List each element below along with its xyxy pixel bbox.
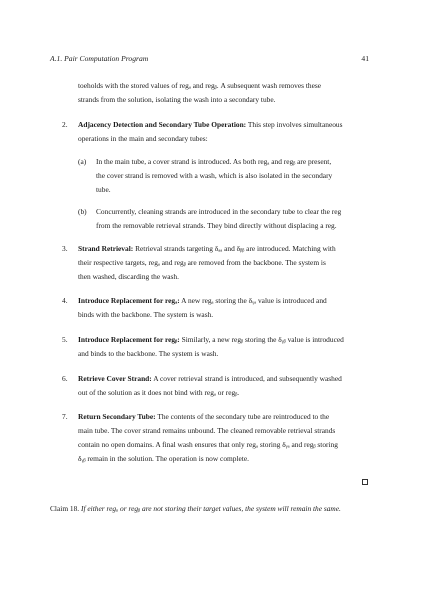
substep-label: (a) [78, 157, 87, 166]
step-line [78, 333, 371, 347]
step-line: then washed, discarding the wash. [78, 272, 179, 281]
step-title: Introduce Replacement for regᵦ: [78, 335, 180, 344]
claim-label: Claim 18. [50, 504, 80, 513]
step-line: δᵧᵦ remain in the solution. The operation is now complete. [78, 454, 249, 463]
page-number: 41 [361, 54, 369, 63]
substep-label: (b) [78, 207, 87, 216]
substep-line: In the main tube, a cover strand is introduced. As both regₐ and regᵦ are present, [96, 157, 332, 166]
substep-line: Concurrently, cleaning strands are introduced in the secondary tube to clear the reg [96, 207, 342, 216]
step-text: This step involves simultaneous [247, 120, 343, 129]
step-line: main tube. The cover strand remains unbound. The cleaned removable retrieval strands [78, 426, 336, 435]
step-title: Retrieve Cover Strand: [78, 374, 152, 383]
step-text: The contents of the secondary tube are reintroduced to the [157, 412, 330, 421]
running-header [50, 54, 369, 66]
substep-line: the cover strand is removed with a wash, which is also isolated in the secondary [96, 171, 333, 180]
claim-statement: If either regₐ or regᵦ are not storing their target values, the system will remain the same. [81, 504, 341, 513]
step-line [78, 410, 371, 424]
step-text: A new regₐ storing the δᵧₐ value is introduced and [181, 296, 327, 305]
step-title: Strand Retrieval: [78, 244, 134, 253]
section-title: A.1. Pair Computation Program [50, 54, 149, 63]
step-number: 7. [62, 412, 68, 421]
step-line: operations in the main and secondary tubes: [78, 134, 208, 143]
step-line: and binds to the backbone. The system is wash. [78, 349, 219, 358]
substep-line: from the removable retrieval strands. They bind directly without displacing a reg. [96, 221, 337, 230]
step-text: Similarly, a new regᵦ storing the δᵧᵦ value is introduced [181, 335, 344, 344]
step-line [78, 372, 371, 386]
step-number: 5. [62, 335, 68, 344]
step-number: 4. [62, 296, 68, 305]
claim [50, 503, 380, 515]
step-number: 3. [62, 244, 68, 253]
step-title: Adjacency Detection and Secondary Tube Operation: [78, 120, 247, 129]
step-title: Return Secondary Tube: [78, 412, 156, 421]
step-line: out of the solution as it does not bind with regₐ or regᵦ. [78, 388, 240, 397]
step-line [78, 118, 371, 132]
step-line [78, 242, 371, 256]
qed-symbol [362, 479, 368, 485]
step-text: Retrieval strands targeting δₐₐ and δᵦᵦ are introduced. Matching with [135, 244, 336, 253]
step-line: binds with the backbone. The system is wash. [78, 310, 214, 319]
step-line: contain no open domains. A final wash ensures that only regₐ storing δᵧₐ and regᵦ storing [78, 440, 338, 449]
step-line: their respective targets, regₐ and regᵦ are removed from the backbone. The system is [78, 258, 326, 267]
step-text: A cover retrieval strand is introduced, and subsequently washed [153, 374, 342, 383]
step-number: 2. [62, 120, 68, 129]
substep-line: tube. [96, 185, 111, 194]
intro-line: strands from the solution, isolating the wash into a secondary tube. [78, 95, 276, 104]
step-line [78, 294, 371, 308]
step-title: Introduce Replacement for regₐ: [78, 296, 180, 305]
step-number: 6. [62, 374, 68, 383]
intro-line: toeholds with the stored values of regₐ and regᵦ. A subsequent wash removes these [78, 81, 322, 90]
